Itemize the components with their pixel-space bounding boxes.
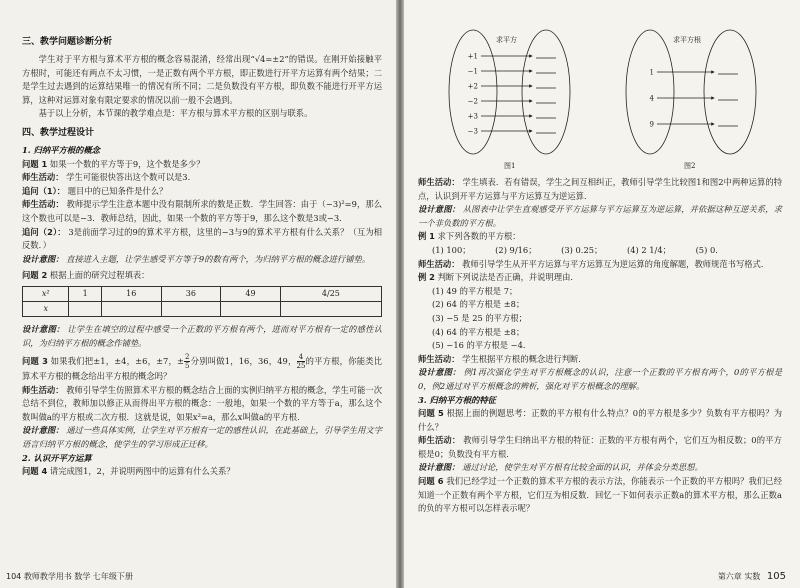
- q6-label: 问题 6: [418, 476, 444, 487]
- fig2-caption: 图2: [684, 162, 696, 170]
- left-page: [0, 0, 396, 588]
- s3-paragraph-2: 基于以上分析，本节课的教学难点是：平方根与算术平方根的区别与联系。: [38, 108, 313, 119]
- fraction: $\frac{4}{25}$: [296, 353, 306, 371]
- q2-text: 根据上面的研究过程填表：: [49, 270, 150, 281]
- act6-text: 学生根据平方根的概念进行判断．: [462, 353, 587, 364]
- page-number: 105: [766, 571, 786, 582]
- subsection-1-title: 1. 归纳平方根的概念: [22, 144, 100, 155]
- act6-label: 师生活动：: [418, 353, 460, 364]
- table-cell: x²: [23, 286, 69, 301]
- table-row-squares: [23, 286, 382, 301]
- right-page: [404, 0, 800, 588]
- subsection-2-title: 2. 认识开平方运算: [22, 452, 92, 463]
- ex2-label: 例 2: [418, 272, 435, 283]
- table-cell: 49: [221, 286, 281, 301]
- diagram-label: +3: [467, 112, 478, 121]
- list-item: (5) −16 的平方根是 −4．: [432, 340, 532, 351]
- intent5-text: 例1再次强化学生对平方根概念的认识，注意一个正数的平方根有两个，0的平方根是0，例2通过对平方根概念的辨析，强化对平方根概念的理解。: [418, 367, 782, 391]
- diagram-label: −1: [467, 67, 478, 76]
- section4-heading: 四、教学过程设计: [22, 127, 95, 138]
- ex1-label: 例 1: [418, 231, 435, 242]
- intent2-label: 设计意图：: [22, 323, 65, 334]
- book-gutter: [396, 0, 404, 588]
- follow-up-2: [22, 226, 382, 253]
- diagram-label: +1: [467, 52, 478, 61]
- ask2-label: 追问（2）：: [22, 226, 66, 237]
- question-4: [22, 465, 382, 479]
- act5-label: 师生活动：: [418, 258, 460, 269]
- figure-1: [449, 30, 570, 170]
- follow-up-1: [22, 185, 382, 199]
- intent6-text: 通过讨论，使学生对平方根有比较全面的认识，并体会分类思想。: [462, 462, 703, 473]
- act1-text: 学生可能很快答出这个数可以是3.: [66, 172, 191, 183]
- table-cell: x: [23, 301, 69, 316]
- intent2-text: 让学生在填空的过程中感受一个正数的平方根有两个，进而对平方根有一定的感性认识，为归纳平方根的概念作铺垫。: [22, 323, 382, 348]
- option: (2) 9/16；: [495, 244, 537, 255]
- table-cell-empty: [221, 301, 281, 316]
- diagram-label: −2: [467, 97, 478, 106]
- activity-7: [418, 434, 782, 461]
- q6-text: 我们已经学过一个正数的算术平方根的表示方法，你能表示一个正数的平方根吗？我们已经知道一个正数有两个平方根，它们互为相反数．回忆一下如何表示正数a的算术平方根，那么正数a的负的平方根可以怎样表示呢？: [418, 476, 783, 514]
- question-2: [22, 269, 382, 283]
- ask1-label: 追问（1）：: [22, 185, 66, 196]
- question-1: [22, 158, 382, 172]
- activity-6: [418, 353, 782, 367]
- q5-text: 根据上面的例题思考：正数的平方根有什么特点？0的平方根是多少？负数有平方根吗？为什么？: [418, 408, 782, 432]
- intent4-label: 设计意图：: [418, 204, 461, 215]
- design-intent-6: [418, 461, 782, 475]
- book-title: 教师教学用书 数学 七年级下册: [23, 572, 133, 581]
- q4-label: 问题 4: [22, 466, 48, 477]
- example-2: [418, 271, 782, 285]
- s3-paragraph-1: 学生对于平方根与算术平方根的概念容易混淆，经常出现“√4=±2”的错误。在刚开始接触平方根时，可能还有两点不太习惯，一是正数有两个平方根，即正数进行开平方运算有两个结果；二是学生过去遇到的运算结果唯一的情况有所不同；二是负数没有平方根，即负数不能进行开平方运算，这种对运算对象有限定要求的情况以前一般不会遇到。: [22, 54, 382, 105]
- fig2-title: 求平方根: [673, 36, 701, 44]
- intent4-text: 从图表中让学生直观感受开平方运算与平方运算互为逆运算，并依据这种互逆关系，求一个非负数的平方根。: [418, 204, 782, 228]
- intent1-label: 设计意图：: [22, 253, 64, 264]
- ex1-text: 求下列各数的平方根：: [437, 231, 521, 242]
- left-footer: [6, 571, 133, 582]
- q1-label: 问题 1: [22, 158, 48, 169]
- table-cell-empty: [280, 301, 381, 316]
- diagram-label: 4: [649, 94, 654, 103]
- table-cell: 36: [161, 286, 221, 301]
- q1-text: 如果一个数的平方等于9，这个数是多少？: [49, 158, 205, 169]
- example-1: [418, 230, 782, 244]
- diagram-label: −3: [467, 127, 478, 136]
- act7-text: 教师引导学生归纳出平方根的特征：正数的平方根有两个，它们互为相反数；0的平方根是0；负数没有平方根．: [418, 435, 782, 459]
- intent5-label: 设计意图：: [418, 367, 461, 378]
- fig1-title: 求平方: [496, 36, 517, 44]
- right-footer: [718, 571, 786, 582]
- question-3: [22, 353, 382, 384]
- option: (5) 0.: [695, 244, 718, 255]
- ex2-text: 判断下列说法是否正确，并说明理由．: [437, 272, 579, 283]
- act1-label: 师生活动：: [22, 172, 64, 183]
- activity-1: [22, 171, 382, 185]
- act3-label: 师生活动：: [22, 384, 64, 395]
- list-item: (1) 49 的平方根是 7；: [432, 285, 518, 296]
- act4-label: 师生活动：: [418, 177, 460, 187]
- design-intent-3: [22, 424, 382, 451]
- act4-text: 学生填表．若有错误，学生之间互相纠正，教师引导学生比较图1和图2中两种运算的特点，认识到开平方运算与平方运算互为逆运算．: [418, 177, 782, 201]
- table-cell: 1: [69, 286, 101, 301]
- act7-label: 师生活动：: [418, 435, 461, 446]
- question-5: [418, 407, 782, 434]
- activity-2: [22, 198, 382, 225]
- figure-2: [626, 30, 756, 170]
- act2-text: 教师提示学生注意本题中没有限制所求的数是正数．学生回答：由于（−3)²=9，那么这个数也可以是−3．教师总结，因此，如果一个数的平方等于9，那么这个数是3或−3．: [22, 199, 382, 223]
- intent1-text: 直接进入主题，让学生感受平方等于9的数有两个，为归纳平方根的概念进行铺垫。: [66, 253, 371, 264]
- option: (3) 0.25；: [561, 244, 603, 255]
- design-intent-1: [22, 253, 382, 267]
- figures: [418, 20, 782, 170]
- q3-text-b: 分别叫做1，16，36，49，: [190, 356, 297, 367]
- list-item: (2) 64 的平方根是 ±8；: [432, 299, 525, 310]
- q3-label: 问题 3: [22, 356, 48, 367]
- act3-text: 教师引导学生仿照算术平方根的概念结合上面的实例归纳平方根的概念，学生可能一次总结不到位，教师加以修正从而得出平方根的概念：一般地，如果一个数的平方等于a，那么这个数叫做a的平方根或二次方根．这就是说，如果x²=a，那么x叫做a的平方根．: [22, 384, 382, 422]
- diagram-label: 9: [649, 120, 654, 129]
- list-item: (4) 64 的平方根是 ±8；: [432, 326, 525, 337]
- fig1-caption: 图1: [504, 162, 516, 170]
- table-cell: 16: [101, 286, 161, 301]
- list-item: (3) −5 是 25 的平方根；: [432, 312, 527, 323]
- intent6-label: 设计意图：: [418, 462, 460, 473]
- ask1-text: 题目中的已知条件是什么？: [67, 185, 168, 196]
- intent3-text: 通过一些具体实例，让学生对平方根有一定的感性认识，在此基础上，引导学生用文字语言归纳平方根的概念，使学生的学习形成正迁移。: [22, 425, 382, 450]
- ask2-text: 3是前面学习过的9的算术平方根，这里的−3与9的算术平方根有什么关系？（互为相反数．）: [22, 226, 382, 251]
- activity-5: [418, 258, 782, 272]
- table-cell-empty: [101, 301, 161, 316]
- subsection-3-title: 3. 归纳平方根的特征: [418, 394, 496, 405]
- table-cell: 4/25: [280, 286, 381, 301]
- chapter-title: 第六章 实数: [717, 572, 761, 581]
- q3-text-a: 如果我们把±1，±4，±6，±7，±: [50, 356, 185, 367]
- act2-label: 师生活动：: [22, 199, 64, 210]
- page-number: 104: [6, 572, 22, 581]
- option: (4) 2 1/4；: [626, 244, 671, 255]
- table-cell-empty: [69, 301, 101, 316]
- example-1-options: [418, 244, 782, 258]
- q5-label: 问题 5: [418, 408, 444, 419]
- section3-heading: 三、教学问题诊断分析: [22, 37, 113, 47]
- q2-label: 问题 2: [22, 270, 48, 281]
- table-row-roots: [23, 301, 382, 316]
- q3-text-c: 的平方根，你能类比算术平方根的概念给出平方根的概念吗？: [22, 356, 383, 382]
- question-6: [418, 475, 782, 516]
- diagram-label: 1: [649, 68, 654, 77]
- q4-text: 请完成图1，2，并说明两图中的运算有什么关系？: [49, 466, 235, 477]
- mapping-diagrams: [418, 20, 782, 170]
- intent3-label: 设计意图：: [22, 425, 64, 436]
- design-intent-5: [418, 366, 782, 393]
- diagram-label: +2: [467, 82, 478, 91]
- design-intent-2: [22, 323, 382, 350]
- fill-in-table: [22, 286, 382, 317]
- fraction: $\frac{2}{5}$: [185, 353, 190, 371]
- activity-3: [22, 384, 382, 425]
- option: (1) 100；: [432, 244, 471, 255]
- design-intent-4: [418, 203, 782, 230]
- activity-4: [418, 176, 782, 203]
- table-cell-empty: [161, 301, 221, 316]
- act5-text: 教师引导学生从开平方运算与平方运算互为逆运算的角度解题，教师规范书写格式．: [462, 258, 770, 269]
- example-2-items: [418, 285, 782, 353]
